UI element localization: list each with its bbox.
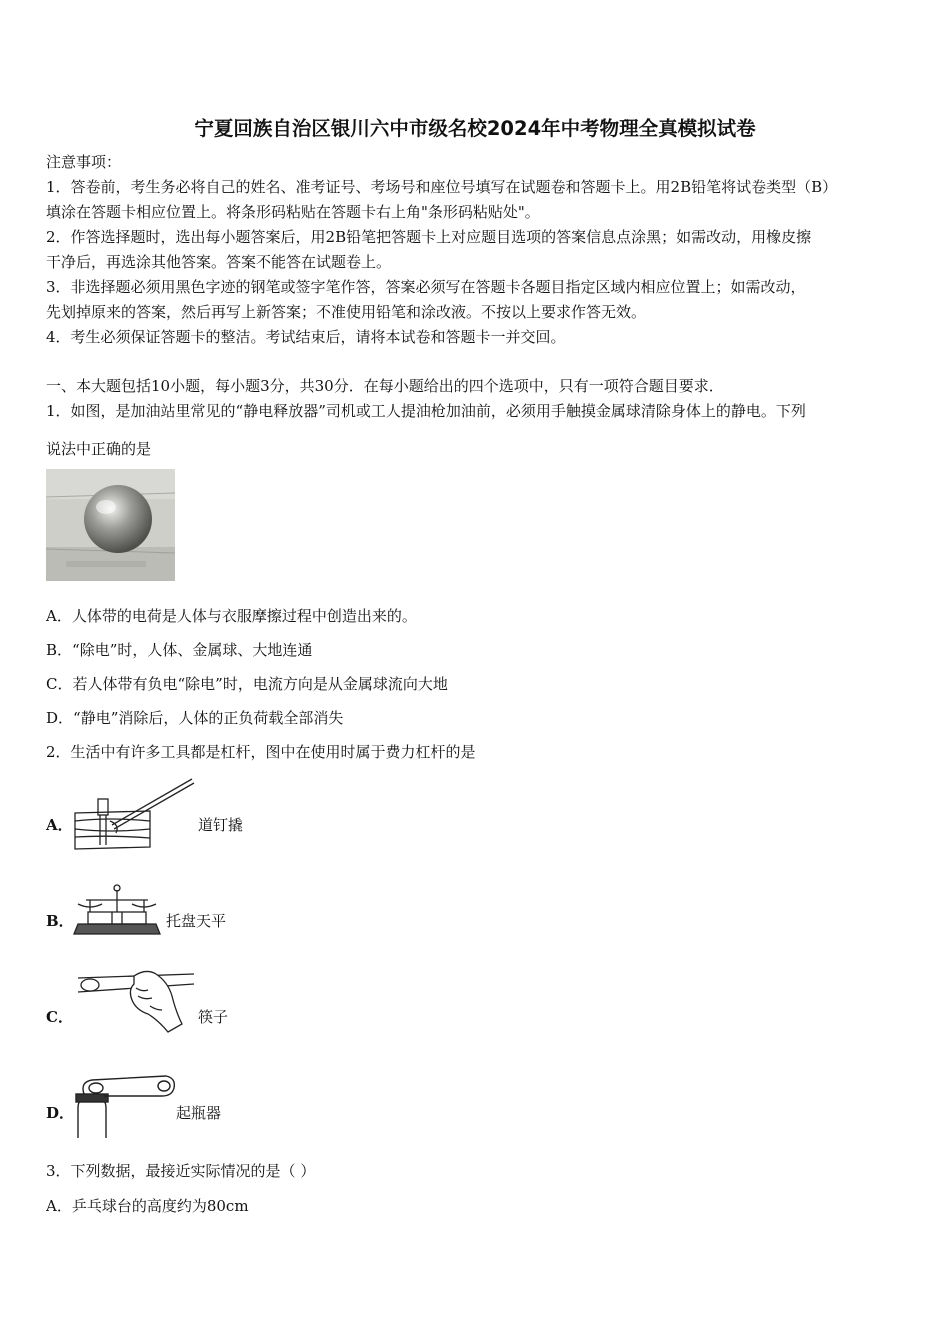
notice-heading: 注意事项： xyxy=(46,153,122,171)
q1-stem-line-2: 说法中正确的是 xyxy=(46,440,152,458)
q1-option-c: C．若人体带有负电“除电”时，电流方向是从金属球流向大地 xyxy=(46,675,448,693)
notice-line-7: 4．考生必须保证答题卡的整洁。考试结束后，请将本试卷和答题卡一并交回。 xyxy=(46,328,566,346)
notice-line-2: 填涂在答题卡相应位置上。将条形码粘贴在答题卡右上角"条形码粘贴处"。 xyxy=(46,203,540,221)
q2-option-b-letter: B． xyxy=(46,912,74,930)
q1-option-a: A．人体带的电荷是人体与衣服摩擦过程中创造出来的。 xyxy=(46,607,417,625)
q2-option-d-label: 起瓶器 xyxy=(176,1104,222,1122)
q2-option-a-label: 道钉撬 xyxy=(198,816,244,834)
notice-line-5: 3．非选择题必须用黑色字迹的钢笔或签字笔作答，答案必须写在答题卡各题目指定区域内相应位置上；如需改动， xyxy=(46,278,806,296)
notice-line-6: 先划掉原来的答案，然后再写上新答案；不准使用铅笔和涂改液。不按以上要求作答无效。 xyxy=(46,303,647,321)
notice-line-3: 2．作答选择题时，选出每小题答案后，用2B铅笔把答题卡上对应题目选项的答案信息点涂黑；如需改动，用橡皮擦 xyxy=(46,228,812,246)
q2-option-c-letter: C． xyxy=(46,1008,73,1026)
nail-puller-figure xyxy=(70,775,195,859)
q3-stem: 3．下列数据，最接近实际情况的是（ ） xyxy=(46,1162,316,1180)
q2-option-c-label: 筷子 xyxy=(198,1008,229,1026)
bottle-opener-figure xyxy=(70,1074,180,1144)
notice-line-1: 1．答卷前，考生务必将自己的姓名、准考证号、考场号和座位号填写在试题卷和答题卡上。用2B铅笔将试卷类型（B） xyxy=(46,178,838,196)
q2-option-a-letter: A． xyxy=(46,816,73,834)
q1-option-d: D．“静电”消除后，人体的正负荷载全部消失 xyxy=(46,709,344,727)
section-heading: 一、本大题包括10小题，每小题3分，共30分．在每小题给出的四个选项中，只有一项符合题目要求． xyxy=(46,377,724,395)
q1-option-b: B．“除电”时，人体、金属球、大地连通 xyxy=(46,641,313,659)
balance-figure xyxy=(72,882,162,944)
q3-option-a: A．乒乓球台的高度约为80cm xyxy=(46,1197,249,1215)
chopsticks-figure xyxy=(76,966,196,1042)
q2-option-b-label: 托盘天平 xyxy=(166,912,227,930)
exam-title: 宁夏回族自治区银川六中市级名校2024年中考物理全真模拟试卷 xyxy=(194,117,756,140)
q2-stem: 2．生活中有许多工具都是杠杆，图中在使用时属于费力杠杆的是 xyxy=(46,743,476,761)
q1-stem-line-1: 1．如图，是加油站里常见的“静电释放器”司机或工人提油枪加油前，必须用手触摸金属球清除身体上的静电。下列 xyxy=(46,402,806,420)
notice-line-4: 干净后，再选涂其他答案。答案不能答在试题卷上。 xyxy=(46,253,392,271)
static-discharger-photo xyxy=(46,469,175,581)
q2-option-d-letter: D． xyxy=(46,1104,75,1122)
